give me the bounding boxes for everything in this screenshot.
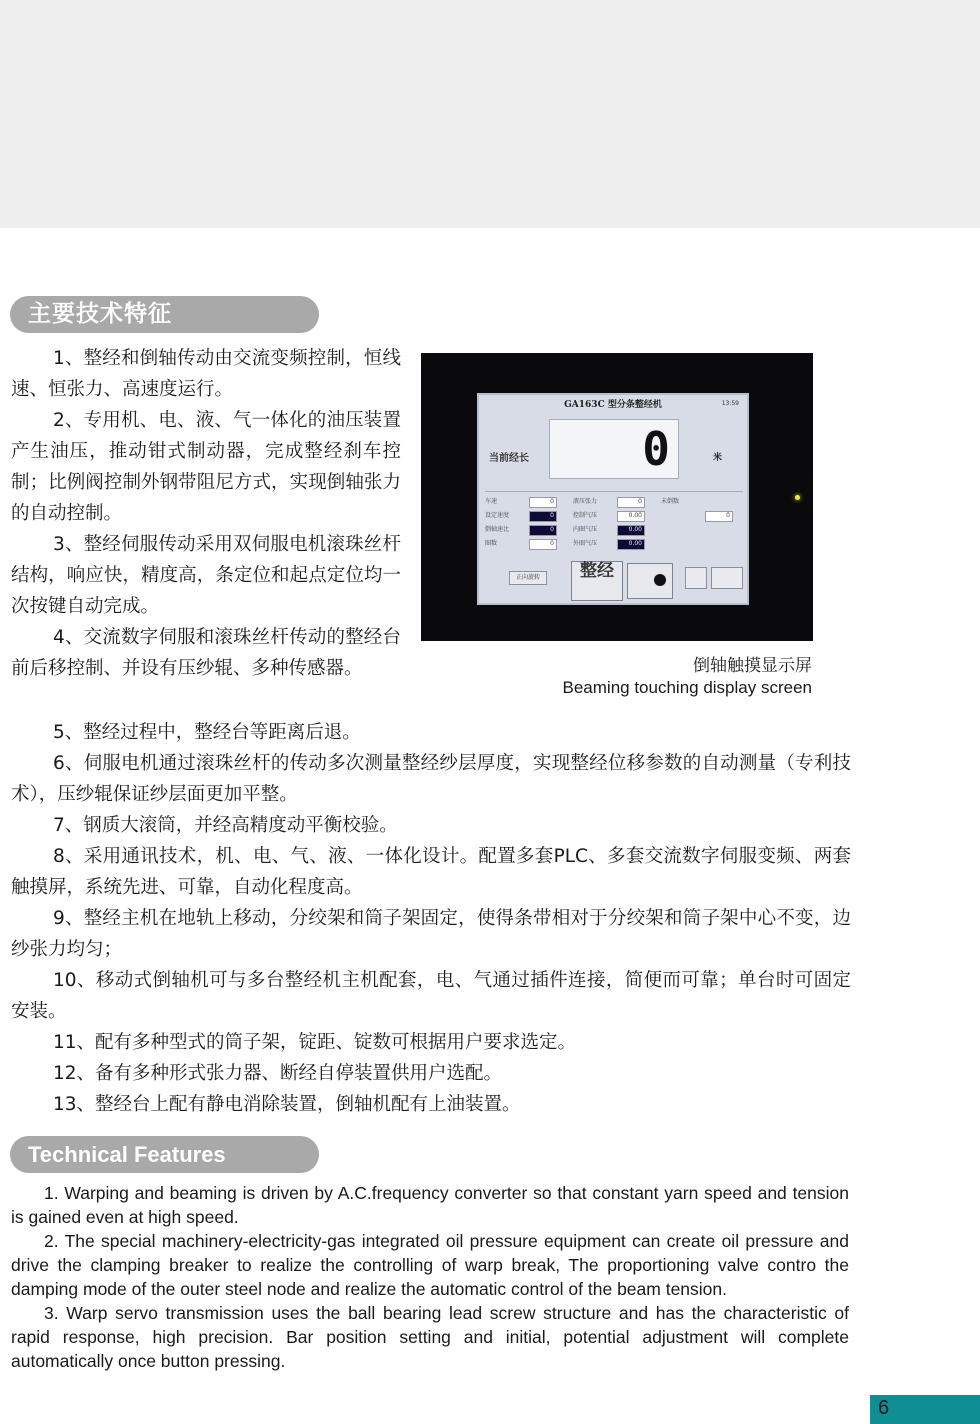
param-value[interactable]: 0 bbox=[529, 539, 557, 550]
param-label: 未倒数 bbox=[661, 498, 680, 505]
side-button[interactable] bbox=[711, 567, 743, 589]
param-column-right bbox=[661, 496, 741, 524]
param-row bbox=[573, 524, 653, 538]
param-row bbox=[573, 538, 653, 552]
cn-feature-10: 10、移动式倒轴机可与多台整经机主机配套，电、气通过插件连接，简便而可靠；单台时可固定安装。 bbox=[11, 970, 851, 1022]
param-column-left bbox=[485, 496, 565, 552]
param-value[interactable]: 0.00 bbox=[617, 525, 645, 536]
param-row bbox=[661, 496, 741, 510]
param-value[interactable]: 0.00 bbox=[617, 511, 645, 522]
param-value[interactable]: 0 bbox=[529, 525, 557, 536]
photo-caption-cn: 倒轴触摸显示屏 bbox=[693, 656, 812, 676]
param-value[interactable]: 0 bbox=[705, 511, 733, 522]
section-title-en: Technical Features bbox=[10, 1136, 319, 1173]
param-label: 圈数 bbox=[485, 540, 498, 547]
photo-caption-en: Beaming touching display screen bbox=[562, 678, 812, 697]
param-label: 内圈气压 bbox=[573, 526, 598, 533]
warp-button[interactable]: 整经 bbox=[571, 561, 623, 601]
screen-time: 13:59 bbox=[721, 400, 739, 407]
length-unit: 米 bbox=[713, 453, 723, 463]
en-features-block bbox=[11, 1181, 849, 1373]
cn-feature-1: 1、整经和倒轴传动由交流变频控制，恒线速、恒张力、高速度运行。 bbox=[11, 348, 401, 400]
param-row bbox=[573, 510, 653, 524]
cn-feature-12: 12、备有多种形式张力器、断经自停装置供用户选配。 bbox=[53, 1063, 503, 1084]
param-value[interactable]: 0 bbox=[529, 497, 557, 508]
param-row bbox=[485, 496, 565, 510]
param-value[interactable]: 0 bbox=[529, 511, 557, 522]
cn-feature-9: 9、整经主机在地轨上移动，分绞架和筒子架固定，使得条带相对于分绞架和筒子架中心不变，边纱张力均匀； bbox=[11, 908, 851, 960]
cn-feature-11: 11、配有多种型式的筒子架，锭距、锭数可根据用户要求选定。 bbox=[53, 1032, 577, 1053]
length-value: 0 bbox=[642, 422, 670, 476]
parameter-grid bbox=[485, 491, 743, 552]
param-row bbox=[485, 510, 565, 524]
cn-feature-2: 2、专用机、电、液、气一体化的油压装置产生油压，推动钳式制动器，完成整经刹车控制；比例阀控制外钢带阻尼方式，实现倒轴张力的自动控制。 bbox=[11, 410, 401, 524]
stop-dot-icon bbox=[654, 574, 666, 586]
param-label: 设定速度 bbox=[485, 512, 510, 519]
direction-button[interactable]: 正向旋转 bbox=[509, 571, 547, 585]
power-led-icon bbox=[795, 495, 800, 500]
top-band bbox=[0, 0, 980, 228]
cn-features-block-1 bbox=[11, 343, 401, 684]
cn-features-block-2 bbox=[11, 717, 851, 1120]
page-number: 6 bbox=[878, 1397, 890, 1419]
length-display bbox=[549, 419, 679, 479]
length-label: 当前经长 bbox=[489, 453, 529, 464]
param-label: 车速 bbox=[485, 498, 498, 505]
param-row bbox=[485, 538, 565, 552]
param-row bbox=[573, 496, 653, 510]
param-row bbox=[661, 510, 741, 524]
param-row bbox=[485, 524, 565, 538]
screen-controls bbox=[485, 557, 743, 599]
screen-title: GA163C 型分条整经机 bbox=[564, 400, 662, 410]
touch-screen-photo bbox=[421, 353, 813, 641]
param-label: 液压张力 bbox=[573, 498, 598, 505]
cn-feature-5: 5、整经过程中，整经台等距离后退。 bbox=[53, 722, 361, 743]
cn-feature-8: 8、采用通讯技术，机、电、气、液、一体化设计。配置多套PLC、多套交流数字伺服变频、两套触摸屏，系统先进、可靠，自动化程度高。 bbox=[11, 846, 851, 898]
cn-feature-4: 4、交流数字伺服和滚珠丝杆传动的整经台前后移控制、并设有压纱辊、多种传感器。 bbox=[11, 627, 401, 679]
param-label: 外圈气压 bbox=[573, 540, 598, 547]
cn-feature-13: 13、整经台上配有静电消除装置，倒轴机配有上油装置。 bbox=[53, 1094, 521, 1115]
param-value[interactable]: 0 bbox=[617, 497, 645, 508]
section-title-cn: 主要技术特征 bbox=[10, 296, 319, 333]
en-feature-3: 3. Warp servo transmission uses the ball bearing lead screw structure and has the characteristic of rapid response, high precision. Bar position setting and initial, potential adjustment will complete automatically once button pressing. bbox=[11, 1303, 849, 1371]
param-value[interactable]: 0.00 bbox=[617, 539, 645, 550]
cn-feature-6: 6、伺服电机通过滚珠丝杆的传动多次测量整经纱层厚度，实现整经位移参数的自动测量（专利技术），压纱辊保证纱层面更加平整。 bbox=[11, 753, 851, 805]
param-label: 控制气压 bbox=[573, 512, 598, 519]
stop-button[interactable] bbox=[627, 563, 673, 599]
cn-feature-7: 7、钢质大滚筒，并经高精度动平衡校验。 bbox=[53, 815, 398, 836]
side-button[interactable] bbox=[685, 567, 707, 589]
en-feature-2: 2. The special machinery-electricity-gas integrated oil pressure equipment can create oil pressure and drive the clamping breaker to realize the controlling of warp break, The proportioning valve contro the damping mode of the outer steel node and realize the automatic control of the beam tension. bbox=[11, 1231, 849, 1299]
param-column-mid bbox=[573, 496, 653, 552]
en-feature-1: 1. Warping and beaming is driven by A.C.frequency converter so that constant yarn speed and tension is gained even at high speed. bbox=[11, 1183, 849, 1227]
param-label: 倒轴速比 bbox=[485, 526, 510, 533]
cn-feature-3: 3、整经伺服传动采用双伺服电机滚珠丝杆结构，响应快，精度高，条定位和起点定位均一次按键自动完成。 bbox=[11, 534, 401, 617]
touch-screen bbox=[477, 393, 749, 605]
